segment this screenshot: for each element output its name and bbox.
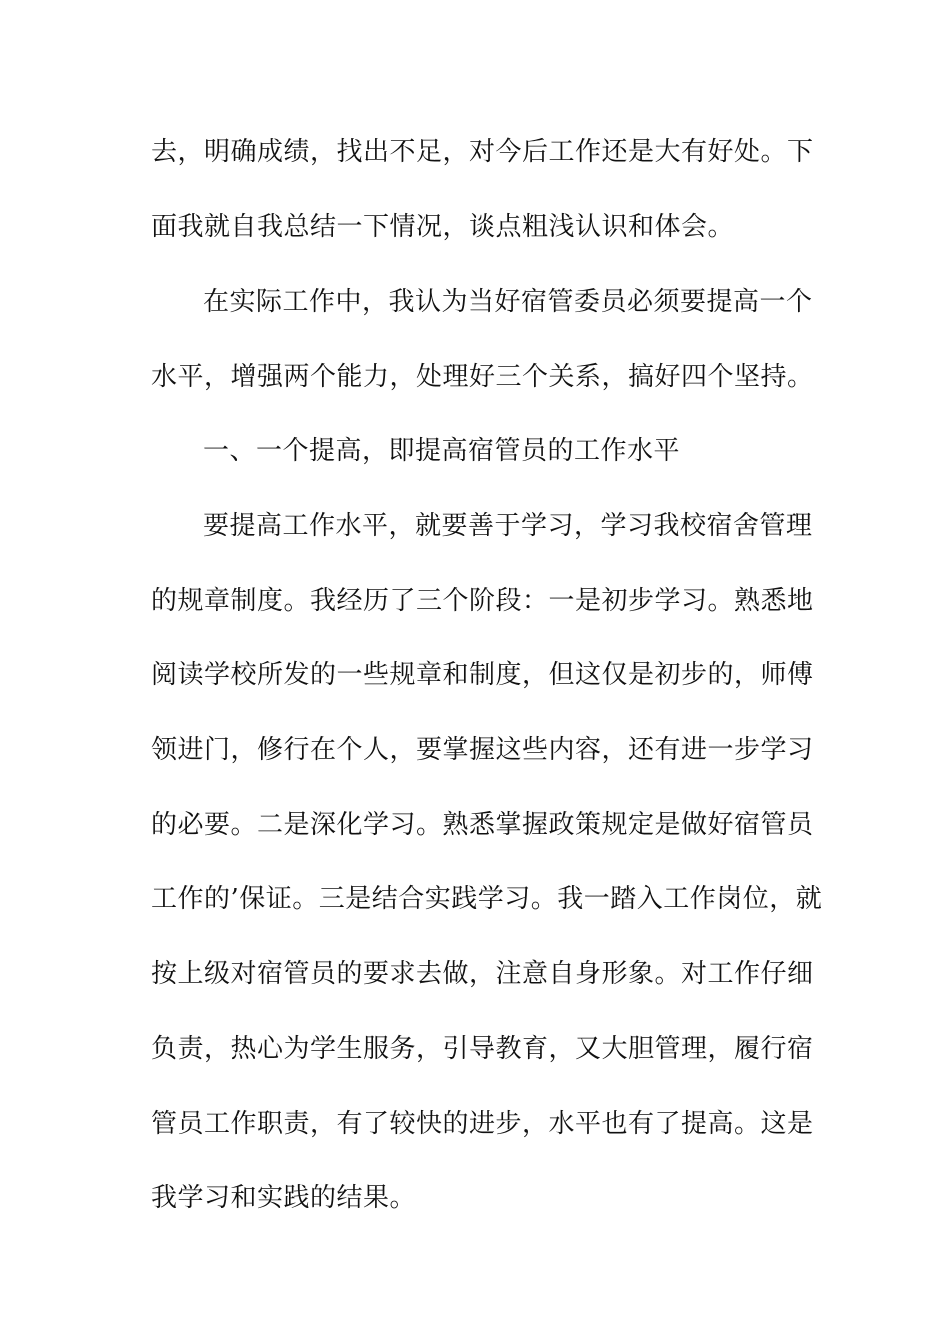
body-text-line: 领进门，修行在个人，要掌握这些内容，还有进一步学习	[151, 735, 814, 765]
section-heading: 一、一个提高，即提高宿管员的工作水平	[203, 436, 681, 466]
body-text-line: 按上级对宿管员的要求去做，注意自身形象。对工作仔细	[151, 959, 814, 989]
body-text-line: 面我就自我总结一下情况，谈点粗浅认识和体会。	[151, 212, 735, 242]
body-text-line: 管员工作职责，有了较快的进步，水平也有了提高。这是	[151, 1109, 814, 1139]
body-text-line: 的规章制度。我经历了三个阶段：一是初步学习。熟悉地	[151, 586, 814, 616]
body-text-line: 去，明确成绩，找出不足，对今后工作还是大有好处。下	[151, 137, 814, 167]
body-text-line: 工作的’保证。三是结合实践学习。我一踏入工作岗位，就	[151, 884, 823, 914]
body-text-line: 我学习和实践的结果。	[151, 1183, 417, 1213]
body-text-line: 负责，热心为学生服务，引导教育，又大胆管理，履行宿	[151, 1034, 814, 1064]
body-text-line: 的必要。二是深化学习。熟悉掌握政策规定是做好宿管员	[151, 810, 814, 840]
body-text-line: 阅读学校所发的一些规章和制度，但这仅是初步的，师傅	[151, 660, 814, 690]
paragraph-first-line: 在实际工作中，我认为当好宿管委员必须要提高一个	[203, 287, 813, 317]
body-text-line: 水平，增强两个能力，处理好三个关系，搞好四个坚持。	[151, 362, 814, 392]
paragraph-first-line: 要提高工作水平，就要善于学习，学习我校宿舍管理	[203, 511, 813, 541]
